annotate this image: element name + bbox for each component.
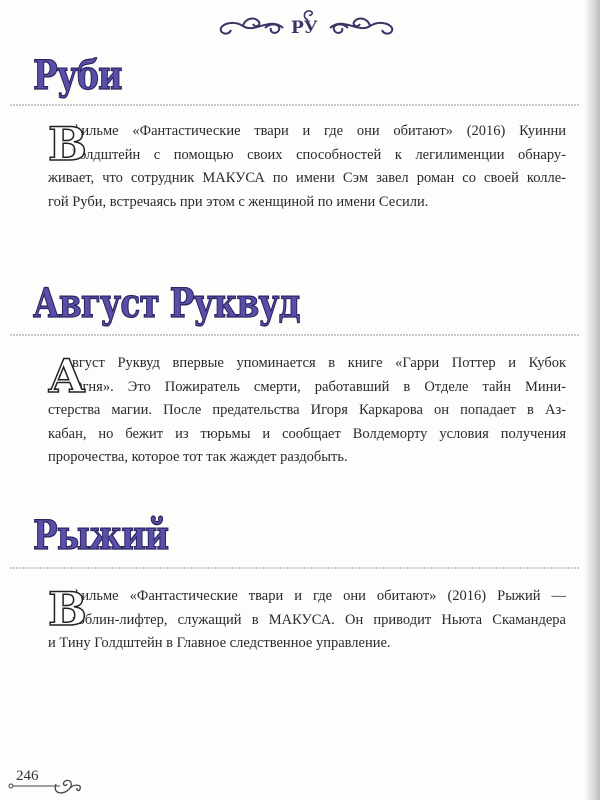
text-line: фильме «Фантастические твари и где они обитают» (2016) Куинни (72, 123, 566, 139)
text-line: и Тину Голдштейн в Главное следственное управление. (48, 635, 391, 651)
entry-paragraph (48, 117, 566, 214)
text-line: пророчества, которое тот так жаждет раздобыть. (48, 449, 348, 465)
text-line: вгуст Руквуд впервые упоминается в книге «Гарри Поттер и Кубок (72, 355, 566, 371)
drop-cap: А (48, 349, 86, 403)
text-line: Огня». Это Пожиратель смерти, работавший в Отделе тайн Мини- (72, 378, 566, 395)
drop-cap: В (48, 582, 87, 636)
footer-flourish-icon (8, 776, 83, 796)
text-line: фильме «Фантастические твари и где они обитают» (2016) Рыжий — (72, 588, 566, 604)
text-line: живает, что сотрудник МАКУСА по имени Сэм завел роман со своей колле- (48, 170, 566, 186)
entry-title: Руби (33, 52, 122, 99)
wavy-divider (10, 332, 580, 338)
wavy-divider (10, 102, 580, 108)
text-line: гоблин-лифтер, служащий в МАКУСА. Он приводит Ньюта Скамандера (72, 611, 566, 628)
drop-cap: В (48, 117, 87, 171)
entry-paragraph (48, 349, 566, 470)
right-flourish-icon (328, 8, 398, 38)
page-number: 246 (16, 768, 39, 784)
entry-title: Август Руквуд (33, 280, 300, 327)
text-line: стерства магии. После предательства Игоря Каркарова он попадает в Аз- (48, 402, 566, 418)
entry-title: Рыжий (33, 512, 169, 559)
page-header (0, 4, 600, 44)
text-line: кабан, но бежит из тюрьмы и сообщает Волдеморту условия получения (48, 425, 566, 442)
left-flourish-icon (215, 8, 285, 38)
entry-paragraph (48, 582, 566, 656)
page-edge-shadow (584, 0, 600, 800)
text-line: Голдштейн с помощью своих способностей к легилименции обнару- (72, 146, 566, 163)
text-line: гой Руби, встречаясь при этом с женщиной по имени Сесили. (48, 193, 429, 210)
section-letters: РУ (291, 18, 318, 38)
wavy-divider (10, 565, 580, 571)
